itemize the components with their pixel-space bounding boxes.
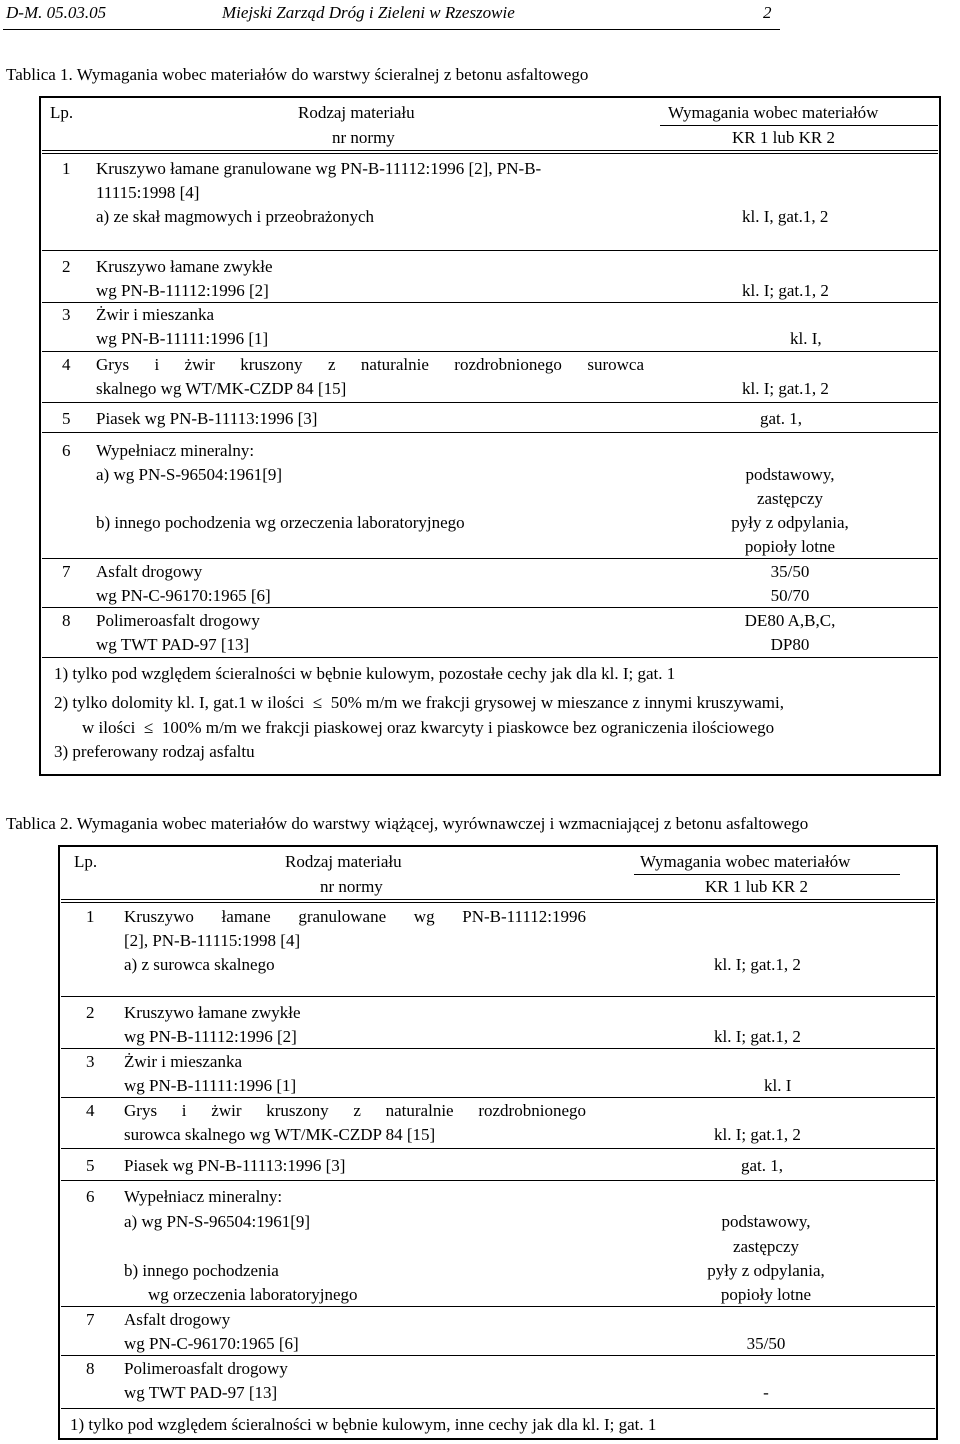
- row-text: a) ze skał magmowych i przeobrażonych: [96, 207, 375, 226]
- table1-head-divider: [42, 150, 938, 151]
- row-divider: [61, 1180, 935, 1181]
- row-value: kl. I; gat.1, 2: [742, 379, 829, 398]
- row-number: 3: [62, 305, 71, 324]
- table1-head-material: Rodzaj materiału: [298, 103, 415, 122]
- row-value: DE80 A,B,C,: [744, 611, 836, 630]
- table1-caption: Tablica 1. Wymagania wobec materiałów do warstwy ścieralnej z betonu asfaltowego: [6, 65, 589, 84]
- row-value: gat. 1,: [741, 1156, 784, 1175]
- row-text: Kruszywo łamane granulowane wg PN-B-11112:1996 [2], PN-B-: [96, 159, 542, 178]
- row-text: wg TWT PAD-97 [13]: [124, 1383, 278, 1402]
- row-number: 1: [62, 159, 71, 178]
- row-number: 8: [62, 611, 71, 630]
- less-equal-symbol: ≤: [143, 718, 154, 737]
- row-value: popioły lotne: [744, 537, 836, 556]
- row-number: 7: [62, 562, 71, 581]
- table1-head-class: KR 1 lub KR 2: [732, 128, 835, 147]
- table1-note-2-cont: w ilości ≤ 100% m/m we frakcji piaskowej oraz kwarcyty i piaskowce bez ograniczenia ilościowego: [82, 718, 775, 737]
- row-text: Grys i żwir kruszony z naturalnie rozdrobnionego surowca: [96, 355, 644, 374]
- header-rule: [3, 29, 780, 30]
- table1-note-3: 3) preferowany rodzaj asfaltu: [54, 742, 255, 761]
- row-divider: [61, 1048, 935, 1049]
- row-value: gat. 1,: [760, 409, 803, 428]
- row-value: popioły lotne: [720, 1285, 812, 1304]
- row-text: 11115:1998 [4]: [96, 183, 200, 202]
- row-value: 50/70: [770, 586, 810, 605]
- row-divider: [42, 432, 938, 433]
- row-text: wg PN-B-11112:1996 [2]: [96, 281, 269, 300]
- row-value: kl. I; gat.1, 2: [742, 281, 829, 300]
- row-text: wg PN-B-11112:1996 [2]: [124, 1027, 297, 1046]
- row-divider: [61, 996, 935, 997]
- row-text: wg orzeczenia laboratoryjnego: [148, 1285, 358, 1304]
- less-equal-symbol: ≤: [312, 693, 323, 712]
- table2-head-req: Wymagania wobec materiałów: [640, 852, 851, 871]
- row-number: 6: [62, 441, 71, 460]
- row-text: Polimeroasfalt drogowy: [96, 611, 260, 630]
- row-value: 35/50: [746, 1334, 786, 1353]
- table1-note-2: 2) tylko dolomity kl. I, gat.1 w ilości ≤ 50% m/m we frakcji grysowej w mieszance z innymi kruszywami,: [54, 693, 784, 712]
- row-number: 8: [86, 1359, 95, 1378]
- table2-head-class: KR 1 lub KR 2: [705, 877, 808, 896]
- row-text: wg PN-B-11111:1996 [1]: [96, 329, 269, 348]
- row-value: pyły z odpylania,: [707, 1261, 825, 1280]
- row-value: DP80: [770, 635, 810, 654]
- row-value: kl. I; gat.1, 2: [714, 955, 801, 974]
- table2-head-material: Rodzaj materiału: [285, 852, 402, 871]
- row-value: pyły z odpylania,: [731, 513, 849, 532]
- table2-note-1: 1) tylko pod względem ścieralności w bębnie kulowym, inne cechy jak dla kl. I; gat. 1: [70, 1415, 657, 1434]
- notes-divider: [42, 657, 938, 658]
- row-number: 1: [86, 907, 95, 926]
- row-text: wg PN-B-11111:1996 [1]: [124, 1076, 297, 1095]
- row-value: zastępczy: [732, 1237, 800, 1256]
- table2-head-lp: Lp.: [74, 852, 98, 871]
- row-value: kl. I: [764, 1076, 792, 1095]
- table1-note-1: 1) tylko pod względem ścieralności w bębnie kulowym, pozostałe cechy jak dla kl. I; gat. 1: [54, 664, 676, 683]
- row-text: b) innego pochodzenia: [124, 1261, 279, 1280]
- row-divider: [42, 250, 938, 251]
- row-text: a) z surowca skalnego: [124, 955, 275, 974]
- row-number: 3: [86, 1052, 95, 1071]
- row-number: 7: [86, 1310, 95, 1329]
- row-text: Kruszywo łamane zwykłe: [96, 257, 273, 276]
- table1-head-req: Wymagania wobec materiałów: [668, 103, 879, 122]
- table2-head-underline: [634, 874, 900, 875]
- header-page-number: 2: [763, 3, 772, 22]
- row-divider: [61, 1355, 935, 1356]
- row-text: Żwir i mieszanka: [124, 1052, 243, 1071]
- row-text: Asfalt drogowy: [124, 1310, 231, 1329]
- row-text: skalnego wg WT/MK-CZDP 84 [15]: [96, 379, 347, 398]
- row-number: 6: [86, 1187, 95, 1206]
- row-text: a) wg PN-S-96504:1961[9]: [124, 1212, 311, 1231]
- row-value: kl. I; gat.1, 2: [714, 1125, 801, 1144]
- row-divider: [42, 402, 938, 403]
- row-number: 2: [62, 257, 71, 276]
- row-value: -: [763, 1383, 769, 1402]
- row-text: Wypełniacz mineralny:: [124, 1187, 283, 1206]
- row-divider: [42, 607, 938, 608]
- row-number: 5: [86, 1156, 95, 1175]
- row-value: kl. I, gat.1, 2: [742, 207, 829, 226]
- table1-head-norm: nr normy: [332, 128, 395, 147]
- row-text: Wypełniacz mineralny:: [96, 441, 255, 460]
- row-value: podstawowy,: [721, 1212, 811, 1231]
- table2-head-divider: [61, 899, 935, 900]
- row-value: zastępczy: [756, 489, 824, 508]
- row-divider: [42, 351, 938, 352]
- row-text: Polimeroasfalt drogowy: [124, 1359, 288, 1378]
- table2-head-divider-2: [61, 902, 935, 903]
- row-divider: [61, 1148, 935, 1149]
- row-number: 4: [86, 1101, 95, 1120]
- header-title: Miejski Zarząd Dróg i Zieleni w Rzeszowie: [222, 3, 515, 22]
- table1-head-underline: [660, 125, 938, 126]
- row-text: Żwir i mieszanka: [96, 305, 215, 324]
- row-value: 35/50: [770, 562, 810, 581]
- row-divider: [42, 558, 938, 559]
- row-divider: [61, 1097, 935, 1098]
- row-text: wg PN-C-96170:1965 [6]: [96, 586, 271, 605]
- row-text: surowca skalnego wg WT/MK-CZDP 84 [15]: [124, 1125, 436, 1144]
- row-text: Piasek wg PN-B-11113:1996 [3]: [124, 1156, 346, 1175]
- row-value: kl. I; gat.1, 2: [714, 1027, 801, 1046]
- row-text: b) innego pochodzenia wg orzeczenia laboratoryjnego: [96, 513, 465, 532]
- row-text: Kruszywo łamane zwykłe: [124, 1003, 301, 1022]
- row-text: Grys i żwir kruszony z naturalnie rozdrobnionego: [124, 1101, 586, 1120]
- row-value: kl. I,: [790, 329, 822, 348]
- row-text: Asfalt drogowy: [96, 562, 203, 581]
- row-divider: [61, 1306, 935, 1307]
- notes-divider: [61, 1408, 935, 1409]
- row-text: a) wg PN-S-96504:1961[9]: [96, 465, 283, 484]
- row-number: 5: [62, 409, 71, 428]
- table2-caption: Tablica 2. Wymagania wobec materiałów do warstwy wiążącej, wyrównawczej i wzmacniającej z betonu asfaltowego: [6, 814, 809, 833]
- row-text: Piasek wg PN-B-11113:1996 [3]: [96, 409, 318, 428]
- row-text: wg TWT PAD-97 [13]: [96, 635, 250, 654]
- header-code: D-M. 05.03.05: [6, 3, 107, 22]
- row-number: 2: [86, 1003, 95, 1022]
- row-text: [2], PN-B-11115:1998 [4]: [124, 931, 301, 950]
- row-text: Kruszywo łamane granulowane wg PN-B-11112:1996: [124, 907, 586, 926]
- row-value: podstawowy,: [745, 465, 835, 484]
- row-divider: [42, 302, 938, 303]
- row-text: wg PN-C-96170:1965 [6]: [124, 1334, 299, 1353]
- row-number: 4: [62, 355, 71, 374]
- table2-head-norm: nr normy: [320, 877, 383, 896]
- table1-head-lp: Lp.: [50, 103, 74, 122]
- table1-head-divider-2: [42, 153, 938, 154]
